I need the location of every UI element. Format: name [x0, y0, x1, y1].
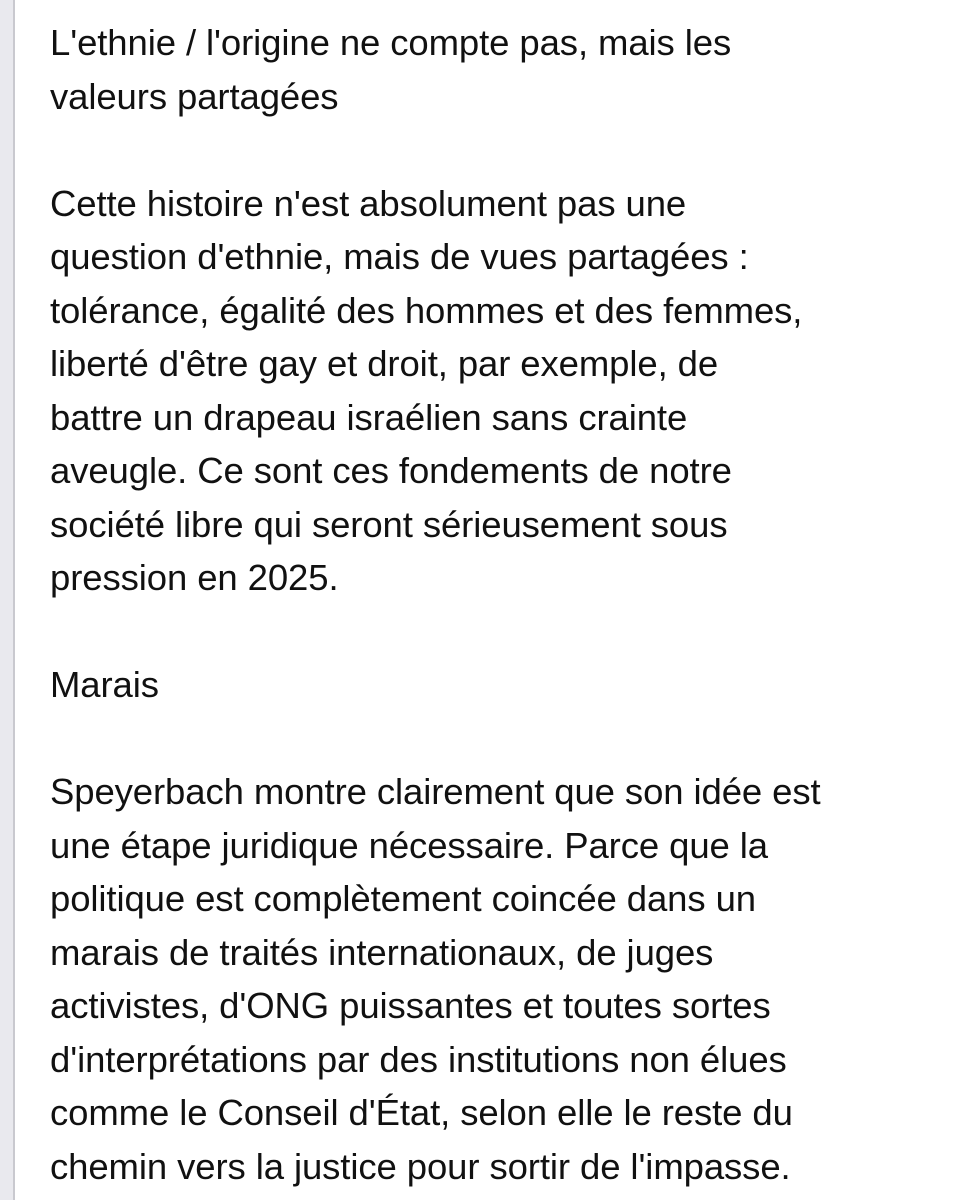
text-body	[50, 16, 950, 1193]
text-line: marais de traités internationaux, de juges	[50, 931, 714, 973]
heading-marais	[50, 658, 950, 712]
text-line: liberté d'être gay et droit, par exemple, de	[50, 343, 719, 384]
left-margin-bar	[0, 0, 13, 1200]
text-line: valeurs partagées	[50, 75, 339, 117]
paragraph-speyerbach	[50, 765, 950, 1193]
text-line: Speyerbach montre clairement que son idée est	[50, 771, 821, 812]
text-line: Cette histoire n'est absolument pas une	[50, 182, 687, 224]
text-line: pression en 2025.	[50, 557, 339, 598]
text-line: chemin vers la justice pour sortir de l'impasse.	[50, 1145, 791, 1187]
text-line: Marais	[50, 664, 159, 705]
heading-ethnicity	[50, 16, 950, 123]
text-line: société libre qui seront sérieusement sous	[50, 503, 728, 545]
left-margin-rule	[13, 0, 15, 1200]
text-line: battre un drapeau israélien sans crainte	[50, 396, 688, 438]
text-line: d'interprétations par des institutions non élues	[50, 1038, 787, 1080]
text-line: activistes, d'ONG puissantes et toutes sortes	[50, 985, 771, 1026]
text-line: tolérance, égalité des hommes et des femmes,	[50, 289, 803, 331]
text-line: aveugle. Ce sont ces fondements de notre	[50, 450, 732, 491]
text-line: politique est complètement coincée dans un	[50, 878, 756, 919]
text-line: comme le Conseil d'État, selon elle le reste du	[50, 1092, 793, 1133]
paragraph-shared-values	[50, 177, 950, 605]
text-line: question d'ethnie, mais de vues partagées :	[50, 236, 749, 277]
text-line: L'ethnie / l'origine ne compte pas, mais les	[50, 22, 732, 63]
text-line: une étape juridique nécessaire. Parce que la	[50, 824, 768, 866]
